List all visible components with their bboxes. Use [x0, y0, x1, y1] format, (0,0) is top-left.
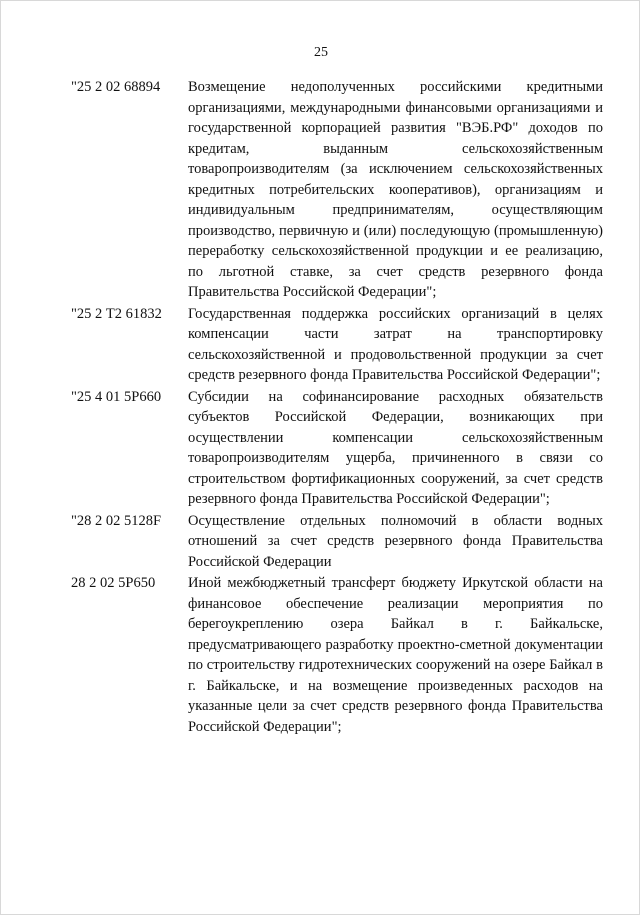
list-item: [71, 304, 603, 386]
budget-code: "25 2 Т2 61832: [71, 305, 162, 322]
budget-code-list: [71, 77, 603, 738]
budget-code: "25 4 01 5Р660: [71, 388, 162, 405]
page-number: 25: [314, 45, 328, 60]
list-item: [71, 511, 603, 573]
list-item: [71, 573, 603, 737]
budget-code-description: Иной межбюджетный трансферт бюджету Иркутской области на финансовое обеспечение реализации мероприятия по берегоукреплению озера Байкал в г. Байкальске, предусматривающего разработку проектно-сметной документации по строительству гидротехнических сооружений на озере Байкал в г. Байкальске, и на возмещение произведенных расходов на указанные цели за счет средств резервного фонда Правительства Российской Федерации";: [188, 575, 603, 735]
budget-code: "25 2 02 68894: [71, 79, 161, 95]
budget-code: "28 2 02 5128F: [71, 512, 162, 529]
budget-code-description: Субсидии на софинансирование расходных обязательств субъектов Российской Федерации, возникающих при осуществлении компенсации сельскохозяйственным товаропроизводителям ущерба, причиненного в связи со строительством фортификационных сооружений, за счет средств резервного фонда Правительства Российской Федерации";: [188, 388, 603, 507]
budget-code: 28 2 02 5Р650: [71, 575, 156, 591]
list-item: [71, 387, 603, 510]
budget-code-description: Государственная поддержка российских организаций в целях компенсации части затрат на транспортировку сельскохозяйственной и продовольственной продукции за счет средств резервного фонда Правительства Российской Федерации";: [188, 305, 603, 383]
budget-code-description: Возмещение недополученных российскими кредитными организациями, международными финансовыми организациями и государственной корпорацией развития "ВЭБ.РФ" доходов по кредитам, выданным сельскохозяйственным товаропроизводителям (за исключением сельскохозяйственных кредитных потребительских кооперативов), организациям и индивидуальным предпринимателям, осуществляющим производство, первичную и (или) последующую (промышленную) переработку сельскохозяйственной продукции и ее реализацию, по льготной ставке, за счет средств резервного фонда Правительства Российской Федерации";: [188, 79, 603, 300]
budget-code-description: Осуществление отдельных полномочий в области водных отношений за счет средств резервного фонда Правительства Российской Федерации: [188, 512, 603, 570]
list-item: [71, 77, 603, 303]
